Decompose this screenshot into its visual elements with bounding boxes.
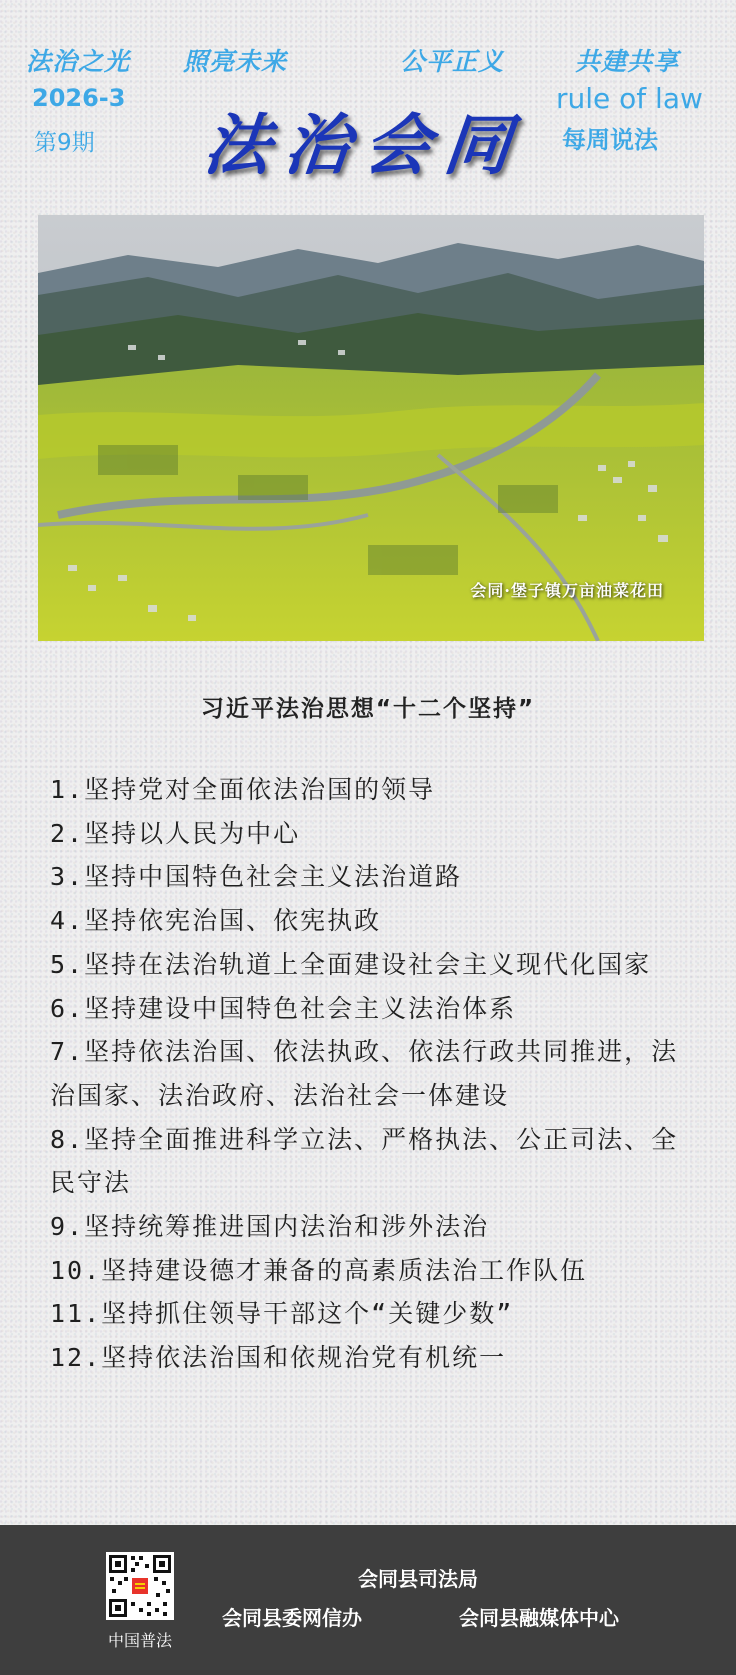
list-item: 8.坚持全面推进科学立法、严格执法、公正司法、全民守法 bbox=[50, 1124, 679, 1198]
organization-media-center: 会同县融媒体中心 bbox=[459, 1606, 619, 1630]
list-item: 12.坚持依法治国和依规治党有机统一 bbox=[50, 1343, 507, 1373]
list-item: 4.坚持依宪治国、依宪执政 bbox=[50, 906, 382, 936]
list-item: 5.坚持在法治轨道上全面建设社会主义现代化国家 bbox=[50, 949, 652, 979]
slogan-1: 法治之光 bbox=[26, 47, 131, 76]
slogan-3: 公平正义 bbox=[400, 47, 505, 76]
qr-code-icon[interactable] bbox=[106, 1552, 174, 1620]
points-list bbox=[50, 768, 698, 1380]
footer bbox=[0, 1525, 736, 1675]
list-item: 7.坚持依法治国、依法执政、依法行政共同推进，法治国家、法治政府、法治社会一体建设 bbox=[50, 1037, 679, 1110]
slogan-2: 照亮未来 bbox=[183, 47, 288, 76]
issue-date: 2026-3 bbox=[32, 84, 126, 112]
list-item: 10.坚持建设德才兼备的高素质法治工作队伍 bbox=[50, 1255, 588, 1285]
english-title: rule of law bbox=[556, 82, 703, 115]
photo-caption: 会同·堡子镇万亩油菜花田 bbox=[470, 581, 664, 600]
organization-justice-bureau: 会同县司法局 bbox=[358, 1567, 478, 1591]
list-item: 2.坚持以人民为中心 bbox=[50, 818, 301, 848]
masthead-title: 法治会同 bbox=[200, 106, 529, 184]
organization-cyberspace-office: 会同县委网信办 bbox=[222, 1606, 362, 1630]
landscape-photo bbox=[38, 215, 704, 641]
issue-number: 第9期 bbox=[34, 130, 95, 156]
weekly-label: 每周说法 bbox=[562, 126, 658, 154]
list-item: 11.坚持抓住领导干部这个“关键少数” bbox=[50, 1299, 514, 1329]
list-item: 6.坚持建设中国特色社会主义法治体系 bbox=[50, 993, 517, 1023]
slogan-4: 共建共享 bbox=[575, 47, 680, 76]
article-title: 习近平法治思想“十二个坚持” bbox=[200, 696, 536, 722]
list-item: 1.坚持党对全面依法治国的领导 bbox=[50, 775, 436, 804]
header bbox=[0, 0, 736, 200]
list-item: 9.坚持统筹推进国内法治和涉外法治 bbox=[50, 1212, 490, 1242]
qr-label: 中国普法 bbox=[107, 1631, 172, 1650]
list-item: 3.坚持中国特色社会主义法治道路 bbox=[50, 862, 463, 892]
